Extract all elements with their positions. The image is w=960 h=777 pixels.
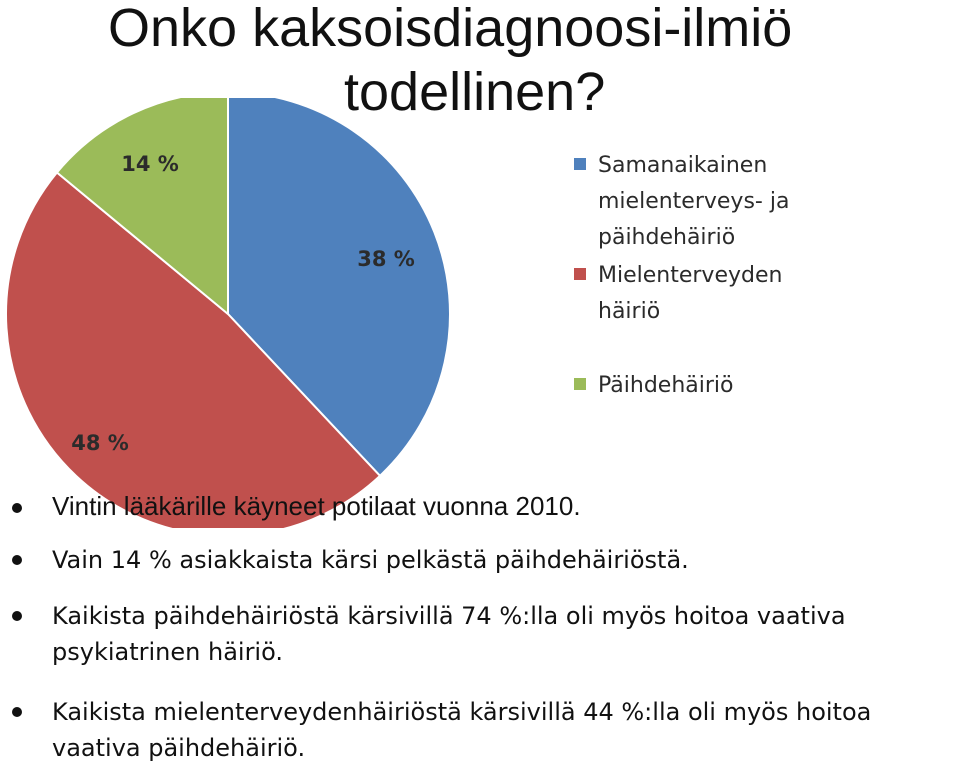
pie-data-label: 38 % — [357, 247, 415, 271]
bullet-text: Kaikista mielenterveydenhäiriöstä kärsivillä 44 %:lla oli myös hoitoa vaativa päihdehäiriö. — [52, 698, 872, 762]
legend-label-substance: Päihdehäiriö — [598, 373, 734, 398]
legend-label-mental: Mielenterveyden häiriö — [598, 263, 783, 324]
bullet-dot — [12, 555, 22, 565]
bullet-dot — [12, 611, 22, 621]
pie-data-label: 48 % — [71, 431, 129, 455]
pie-data-label: 14 % — [121, 152, 179, 176]
bullet-text: Kaikista päihdehäiriöstä kärsivillä 74 %:lla oli myös hoitoa vaativa psykiatrinen häiriö. — [52, 602, 846, 666]
legend-swatch-blue — [574, 158, 586, 170]
legend-label-both: Samanaikainen mielenterveys- ja päihdehäiriö — [598, 153, 790, 250]
title-line-1: Onko kaksoisdiagnoosi-ilmiö — [108, 0, 793, 58]
bullet-text: Vain 14 % asiakkaista kärsi pelkästä päihdehäiriöstä. — [52, 546, 689, 574]
bullet-dot — [12, 707, 22, 717]
legend-swatch-red — [574, 268, 586, 280]
legend-swatch-green — [574, 378, 586, 390]
bullet-text: Vintin lääkärille käyneet potilaat vuonna 2010. — [52, 491, 581, 521]
bullet-dot — [12, 503, 22, 513]
pie-chart — [0, 98, 460, 528]
title-line-2: todellinen? — [344, 62, 606, 122]
